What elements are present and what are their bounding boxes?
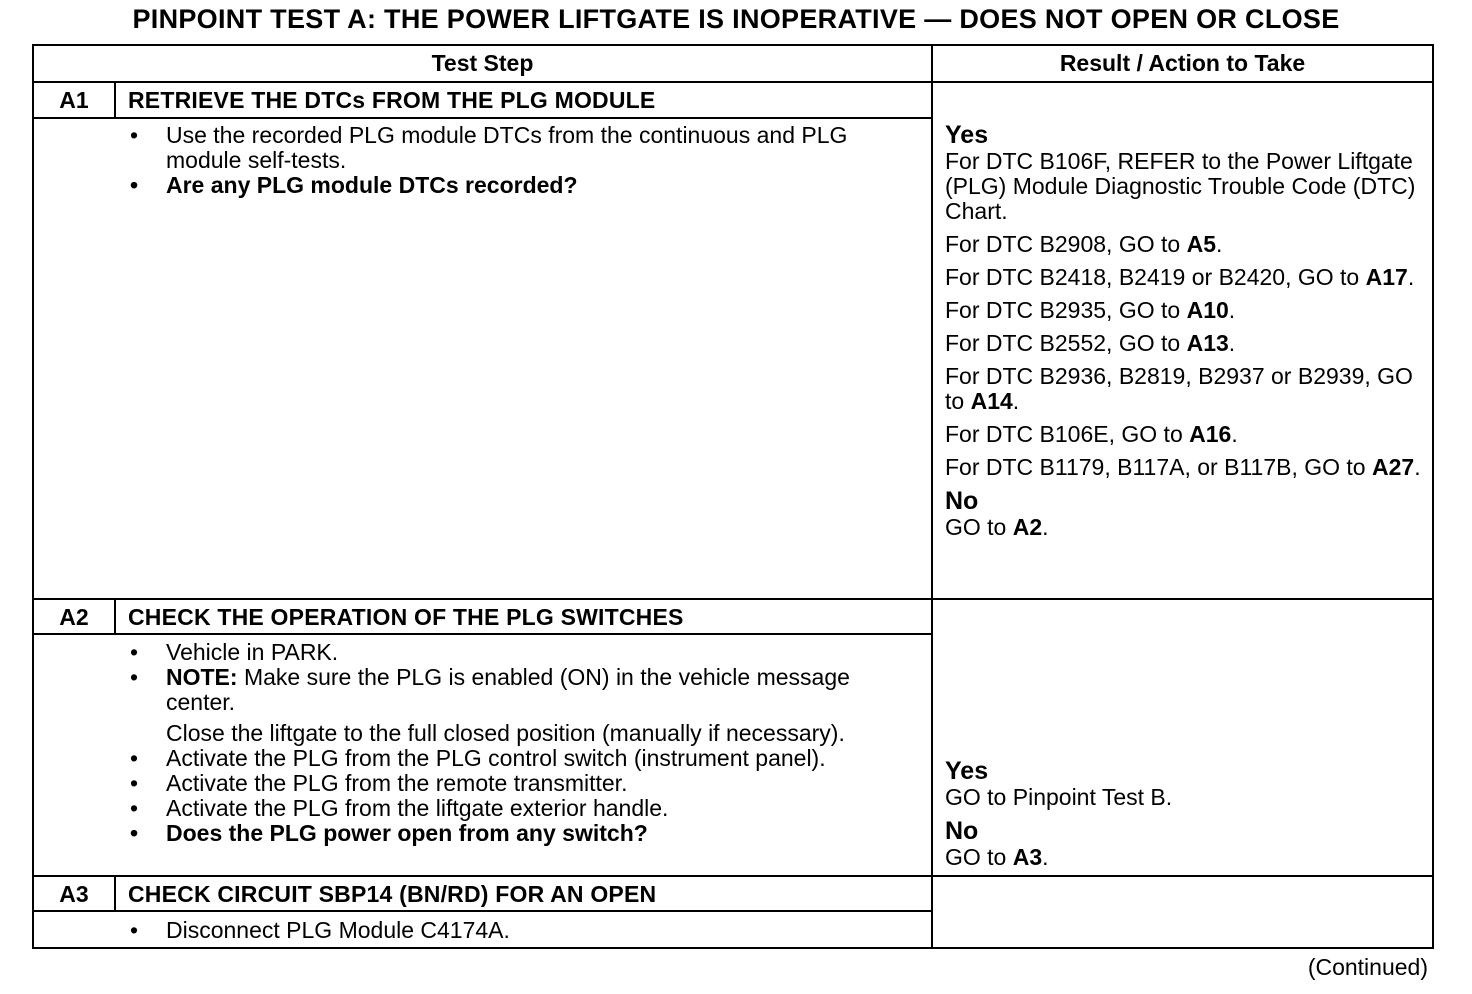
header-test-step: Test Step — [431, 50, 534, 76]
continued-label: (Continued) — [1307, 954, 1428, 980]
list-item: • Disconnect PLG Module C4174A. — [118, 918, 918, 943]
result-line: For DTC B2908, GO to A5. — [945, 231, 1223, 257]
list-item: • Does the PLG power open from any switch? — [118, 821, 918, 846]
a1-instructions — [118, 123, 918, 198]
no-label: No — [945, 817, 979, 845]
page-title: PINPOINT TEST A: THE POWER LIFTGATE IS INOPERATIVE — DOES NOT OPEN OR CLOSE — [132, 4, 1340, 34]
result-line: GO to A3. — [945, 844, 1049, 870]
a3-instructions — [118, 918, 918, 943]
list-item: • Vehicle in PARK. — [118, 640, 918, 665]
list-item: Close the liftgate to the full closed position (manually if necessary). — [166, 720, 845, 746]
yes-label: Yes — [945, 757, 989, 785]
result-line: For DTC B2936, B2819, B2937 or B2939, GO to A14. — [945, 363, 1413, 414]
no-label: No — [945, 487, 979, 515]
a1-row-divider — [32, 598, 1434, 600]
step-id-a2: A2 — [59, 604, 89, 630]
list-item: • Use the recorded PLG module DTCs from the continuous and PLG module self-tests. — [118, 123, 918, 173]
header-divider — [32, 81, 1434, 83]
result-line: GO to Pinpoint Test B. — [945, 784, 1173, 810]
list-item: • Activate the PLG from the liftgate exterior handle. — [118, 796, 918, 821]
list-item: • Are any PLG module DTCs recorded? — [118, 173, 918, 198]
result-line: For DTC B106F, REFER to the Power Liftgate (PLG) Module Diagnostic Trouble Code (DTC) Chart. — [945, 148, 1416, 224]
step-id-a1: A1 — [59, 87, 89, 113]
a3-title-divider — [32, 910, 933, 912]
a2-instructions — [118, 640, 918, 846]
step-title-a1: RETRIEVE THE DTCs FROM THE PLG MODULE — [128, 87, 656, 113]
yes-label: Yes — [945, 121, 989, 149]
result-line: For DTC B2552, GO to A13. — [945, 330, 1236, 356]
result-line: For DTC B2935, GO to A10. — [945, 297, 1236, 323]
a2-title-divider — [32, 633, 933, 635]
list-item: • Activate the PLG from the remote transmitter. — [118, 771, 918, 796]
result-line: For DTC B2418, B2419 or B2420, GO to A17. — [945, 264, 1415, 290]
column-divider — [931, 44, 933, 949]
result-line: For DTC B1179, B117A, or B117B, GO to A27. — [945, 454, 1421, 480]
step-title-a3: CHECK CIRCUIT SBP14 (BN/RD) FOR AN OPEN — [128, 881, 657, 907]
step-id-a3: A3 — [59, 881, 89, 907]
list-item: • Activate the PLG from the PLG control switch (instrument panel). — [118, 746, 918, 771]
a1-title-divider — [32, 117, 933, 119]
a1-results — [945, 122, 1425, 548]
result-line: For DTC B106E, GO to A16. — [945, 421, 1238, 447]
header-result: Result / Action to Take — [1059, 50, 1306, 76]
a2-results — [945, 758, 1425, 878]
list-item: • NOTE: Make sure the PLG is enabled (ON) in the vehicle message center. — [118, 665, 918, 715]
step-title-a2: CHECK THE OPERATION OF THE PLG SWITCHES — [128, 604, 684, 630]
result-line: GO to A2. — [945, 514, 1049, 540]
